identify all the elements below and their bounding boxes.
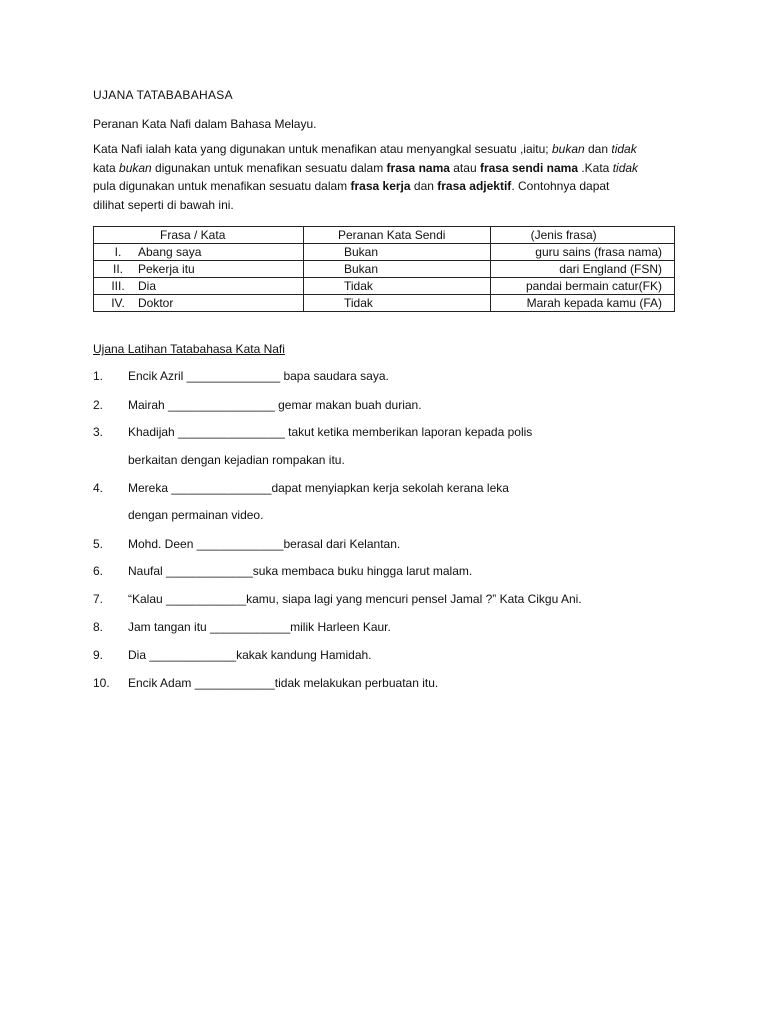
table-cell-peranan: Bukan — [304, 261, 491, 278]
table-cell-peranan: Tidak — [304, 295, 491, 312]
frasa-text: Abang saya — [138, 245, 202, 259]
item-number: 8. — [93, 620, 104, 634]
table-row — [94, 295, 675, 312]
column-header-frasa: Frasa / Kata — [94, 227, 304, 244]
row-number: II. — [112, 262, 123, 276]
exercise-item-3-continuation: berkaitan dengan kejadian rompakan itu. — [128, 453, 345, 467]
italic-term: bukan — [119, 160, 152, 175]
row-number: III. — [111, 279, 125, 293]
table-cell-peranan: Bukan — [304, 244, 491, 261]
italic-term: tidak — [612, 160, 639, 175]
exercise-item-7 — [93, 592, 582, 606]
item-number: 3. — [93, 425, 104, 439]
item-number: 1. — [93, 369, 104, 383]
text-run: Kata Nafi ialah kata yang digunakan untuk menafikan atau menyangkal sesuatu ,iaitu; — [93, 142, 552, 156]
bold-term: frasa nama — [386, 160, 450, 175]
exercise-item-6 — [93, 564, 472, 578]
item-number: 10. — [93, 676, 110, 690]
document-title: UJANA TATABABAHASA — [93, 88, 233, 102]
exercise-item-1 — [93, 369, 389, 383]
text-run: dan — [410, 179, 438, 193]
table-row — [94, 244, 675, 261]
text-run: pula digunakan untuk menafikan sesuatu dalam — [93, 179, 351, 193]
exercise-item-4-continuation: dengan permainan video. — [128, 508, 264, 522]
table-row — [94, 261, 675, 278]
frasa-text: Doktor — [138, 296, 174, 310]
table-cell-frasa — [94, 295, 304, 312]
paragraph-line-2 — [93, 159, 683, 178]
table-header-row — [94, 227, 675, 244]
table-row — [94, 278, 675, 295]
item-text: Khadijah ________________ takut ketika memberikan laporan kepada polis — [128, 425, 533, 439]
table-cell-frasa — [94, 278, 304, 295]
text-run: dan — [584, 142, 612, 156]
column-header-jenis: (Jenis frasa) — [490, 227, 674, 244]
exercise-heading: Ujana Latihan Tatabahasa Kata Nafi — [93, 342, 285, 356]
item-number: 9. — [93, 648, 104, 662]
table-cell-jenis: Marah kepada kamu (FA) — [490, 295, 674, 312]
bold-term: frasa adjektif — [437, 179, 512, 193]
exercise-item-4 — [93, 481, 509, 495]
document-subtitle: Peranan Kata Nafi dalam Bahasa Melayu. — [93, 117, 317, 131]
item-number: 4. — [93, 481, 104, 495]
frasa-text: Pekerja itu — [138, 262, 195, 276]
item-number: 6. — [93, 564, 104, 578]
item-text: Encik Adam ____________tidak melakukan perbuatan itu. — [128, 676, 439, 690]
item-number: 7. — [93, 592, 104, 606]
kata-nafi-table — [93, 226, 675, 312]
item-text: Naufal _____________suka membaca buku hingga larut malam. — [128, 564, 473, 578]
exercise-item-5 — [93, 537, 400, 551]
table-cell-jenis: guru sains (frasa nama) — [490, 244, 674, 261]
text-run: kata — [93, 160, 120, 175]
italic-term: bukan — [551, 142, 585, 156]
table-cell-frasa — [94, 244, 304, 261]
table-cell-peranan: Tidak — [304, 278, 491, 295]
italic-term: tidak — [611, 142, 637, 156]
table-cell-jenis: pandai bermain catur(FK) — [490, 278, 674, 295]
item-text: Encik Azril ______________ bapa saudara saya. — [128, 369, 389, 383]
paragraph-line-3 — [93, 177, 683, 196]
item-number: 5. — [93, 537, 104, 551]
item-text: Dia _____________kakak kandung Hamidah. — [128, 648, 372, 662]
exercise-item-10 — [93, 676, 438, 690]
intro-paragraph — [93, 140, 683, 214]
bold-term: frasa kerja — [350, 179, 411, 193]
text-run: . Contohnya dapat — [511, 179, 610, 193]
item-text: Mohd. Deen _____________berasal dari Kelantan. — [128, 537, 401, 551]
paragraph-line-1 — [93, 140, 683, 159]
text-run: atau — [449, 160, 480, 175]
exercise-item-3 — [93, 425, 532, 439]
row-number: I. — [114, 245, 122, 259]
item-number: 2. — [93, 398, 104, 412]
text-run: digunakan untuk menafikan sesuatu dalam — [151, 160, 387, 175]
exercise-item-8 — [93, 620, 391, 634]
paragraph-line-4: dilihat seperti di bawah ini. — [93, 197, 234, 212]
row-number: IV. — [111, 296, 125, 310]
item-text: Mairah ________________ gemar makan buah durian. — [128, 398, 422, 412]
text-run: .Kata — [578, 160, 613, 175]
exercise-item-2 — [93, 398, 422, 412]
item-text: “Kalau ____________kamu, siapa lagi yang mencuri pensel Jamal ?” Kata Cikgu Ani. — [128, 592, 582, 606]
table-cell-frasa — [94, 261, 304, 278]
exercise-item-9 — [93, 648, 372, 662]
column-header-peranan: Peranan Kata Sendi — [304, 227, 491, 244]
frasa-text: Dia — [138, 279, 157, 293]
item-text: Mereka _______________dapat menyiapkan kerja sekolah kerana leka — [128, 481, 509, 495]
bold-term: frasa sendi nama — [479, 160, 578, 175]
table-cell-jenis: dari England (FSN) — [490, 261, 674, 278]
item-text: Jam tangan itu ____________milik Harleen Kaur. — [128, 620, 391, 634]
